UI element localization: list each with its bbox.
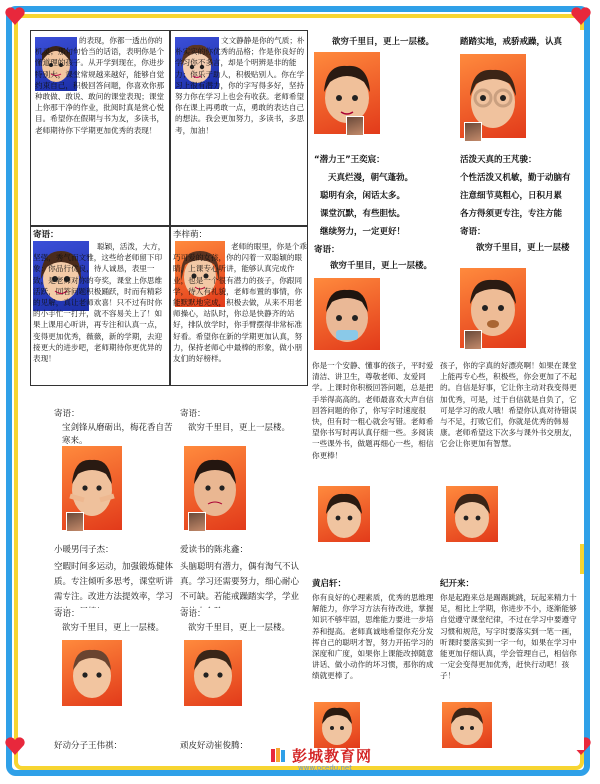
section-label: 寄语：	[314, 245, 340, 255]
heart-icon	[4, 6, 26, 26]
student-portrait	[62, 640, 122, 706]
thumbnail-photo	[464, 122, 482, 142]
student-name: 黄启轩：	[312, 579, 347, 589]
comment-panel	[170, 30, 308, 226]
thumbnail-photo	[66, 512, 84, 532]
student-name: 好动分子王伟祺：	[54, 741, 123, 751]
section-label: 寄语：	[33, 230, 59, 240]
student-name: 爱读书的陈兆鑫：	[180, 545, 249, 555]
book-icon	[270, 746, 288, 764]
thumbnail-photo	[464, 330, 482, 350]
comment-line: 课堂沉默，有些胆怯。	[320, 209, 406, 219]
logo-text: 彭城教育网	[292, 746, 373, 765]
comment-panel	[308, 574, 436, 750]
comment-panel	[52, 404, 178, 754]
student-name: 顽皮好动崔俊腾：	[180, 741, 249, 751]
comment-text: 聪颖，活泼，大方，坚强，秀气而文雅，这些给老师留下印象：你品行优良，待人诚恳，表里一致，是老师对你的夸奖，课堂上你思维活跃，回答问题积极踊跃，时而有精彩的见解，真让老师欢喜！只不过有时你的小手忙一打开，就不容易关上了！如果上课用心听讲，再专注和认真一点，变得更加优秀，薇薇，新的学期，去迎接更大的进步吧，老师期待你更优异的表现！	[33, 242, 166, 364]
comment-text: 老师的眼里，你是个乖巧可爱的女孩，你的闪着一双聪颖的眼睛，上课专心听讲，能够认真完成作业，也是一个很有潜力的孩子，你跟同学，待人有礼貌，老师布置的事情，你能默默地完成，积极去做，从来不用老师操心，站队时，你总是快静齐的站好，排队放学时，你手臂摆得非常标准好看。希望你在新的学期更加认真，努力，保持老师心中最棒的形象，做小朋友们的好榜样。	[173, 242, 307, 364]
comment-text: 文文静静是你的气质；朴朴实实的你优秀的品格；作是你良好的学习你不多言，却是个明辨是非的能力；你乐于助人，积极贴别人。你在学习上很有潜力，你的字写得多好，坚持努力你在学习上也会有收获。老师希望你在课上再勇敢一点，勇敢的表达自己的想法。我会更加努力，多读书，多思考，加油！	[175, 36, 305, 135]
section-label: 寄语：	[460, 227, 486, 237]
comment-panel	[308, 352, 436, 544]
motto-text: 欲穷千里目，更上一层楼。	[188, 623, 291, 633]
comment-text: 你是起跑来总是踢踢跳跳，玩起来精力十足，相比上学期，你进步不小，逐渐能够自觉遵守课堂纪律，不过在学习中要遵守习惯和规范，写字时要落实到一笔一画，听课时要落实到一字一句，如果在学习中能更加仔细认真，学会管理自己，相信你一定会变得更加优秀，赶快行动吧！孩子！	[440, 593, 577, 681]
comment-text: 你有良好的心理素质，优秀的思维理解能力，你学习方法有待改进，掌握知识不够牢固，思维能力要进一步培养和提高。老师真诚地希望你充分发挥自己的聪明才智，努力开拓学习的深度和广度，如果你上课能改掉随意讲话、做小动作的坏习惯，那你的成绩就更棒了。	[312, 593, 434, 681]
heart-icon	[570, 6, 592, 26]
student-portrait	[184, 640, 242, 706]
student-name: 纪开来：	[440, 579, 475, 589]
student-name: “潜力王”王奕宸：	[314, 155, 385, 165]
student-portrait	[318, 486, 370, 542]
comment-text: 空暇时间多运动，加强锻炼健体质。专注倾听多思考，课堂听讲需专注。改进方法提效率，学习	[54, 562, 174, 602]
comment-text: 孩子，你的字真的好漂亮啊！如果在课堂上能再专心些，积极些，你会更加了不起的。自信是好事，它让你主动对我变得更加优秀，可是，过于自信就是自负了，它可是学习的敌人哦！希望你认真对待错误与不足，打败它们，你就是优秀的韩易康。老师希望这下次多与课外书交朋友，它会让你更加有智慧。	[440, 361, 577, 449]
thumbnail-photo	[188, 512, 206, 532]
student-name: 小暖男闫子杰：	[54, 545, 114, 555]
comment-line: 继续努力，一定更好！	[320, 227, 406, 237]
comment-text: 你是一个安静、懂事的孩子，平时爱清洁、讲卫生，尊敬老师、友爱同学。上课时你积极回答问题，总是把手举得高高的。老师最喜欢大声自信回答问题的你了，你写字时速度很快，但有时一粗心就会写错。老师希望你书写时再认真仔细一些。多阅读一些课外书，做题再细心一些，相信你更棒！	[312, 361, 434, 460]
comment-panel	[308, 30, 448, 352]
motto-text: 欲穷千里目，更上一层楼。	[188, 423, 291, 433]
comment-panel	[30, 226, 170, 386]
comment-line: 个性活泼又机敏，勤于动脑有	[460, 173, 571, 183]
comment-line: 注意细节莫粗心，日积月累	[460, 191, 563, 201]
motto-text: 欲穷千里目，更上一层楼。	[330, 261, 433, 271]
motto-text: 宝剑锋从磨砺出，梅花香自苦寒来。	[62, 423, 173, 446]
comment-panel	[170, 226, 308, 386]
comment-text: 的表现，你都一透出你的机灵；那句句恰当的话语，表明你是个懂道理的孩子。从开学到现在，你进步特别大，课堂常规越来越好，能够自觉约束自己，积极回答问题，你喜欢你那种敢做、敢说、敢问的课堂表现；课堂上你那干净的作业，批阅时真是赏心悦目。希望你在假期与书为友，多读书，老师期待你下学期更加优秀的表现！	[35, 36, 165, 135]
section-label: 寄语：	[54, 409, 80, 419]
motto-text: 欲穷千里目，更上一层楼。	[62, 623, 165, 633]
comment-line: 各方得须更专注，专注方能	[460, 209, 563, 219]
student-portrait	[314, 702, 360, 748]
comment-panel	[436, 352, 584, 544]
comment-line: 踏踏实地，戒骄戒躁，认真	[460, 37, 563, 47]
motto-text: 欲穷千里目，更上一层楼	[476, 243, 570, 253]
section-label: 寄语：	[54, 609, 80, 619]
section-label: 寄语：	[180, 409, 206, 419]
comment-panel	[450, 30, 584, 352]
comment-panel	[436, 574, 584, 750]
comment-text: 头脑聪明有潜力，偶有淘气不认真。学习还需要努力，细心耐心不可缺。若能戒躁踏实学，学业	[180, 562, 300, 602]
comment-line: 聪明有余，闲话太多。	[320, 191, 406, 201]
motto-text: 欲穷千里目，更上一层楼。	[332, 37, 435, 47]
section-label: 寄语：	[180, 609, 206, 619]
student-portrait	[314, 278, 380, 350]
logo-url: www.pcedu.net	[298, 764, 352, 772]
comment-line: 天真烂漫，朝气蓬勃。	[328, 173, 414, 183]
student-portrait	[442, 702, 492, 748]
student-name: 活泼天真的王芃骏：	[460, 155, 537, 165]
site-logo	[270, 744, 373, 772]
comment-panel	[30, 30, 170, 226]
comment-panel	[178, 404, 304, 754]
heart-icon	[4, 736, 26, 756]
thumbnail-photo	[346, 116, 364, 136]
student-portrait	[446, 486, 498, 542]
student-name: 李梓萌：	[173, 230, 208, 240]
